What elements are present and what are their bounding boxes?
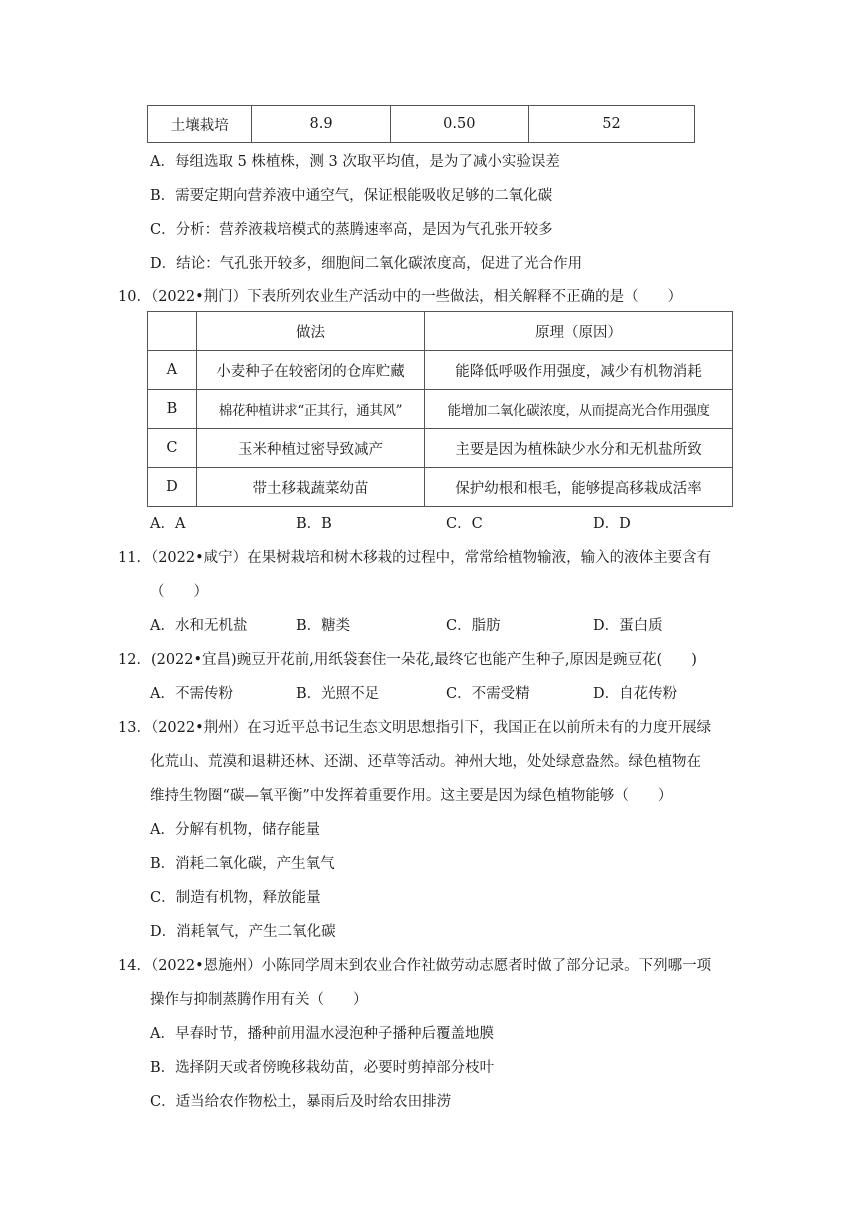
q10-table xyxy=(147,311,733,507)
q10-option-b: B．B xyxy=(296,516,332,532)
table-cell: 52 xyxy=(528,106,694,143)
q10-option-d: D．D xyxy=(593,516,631,532)
q10-option-a: A．A xyxy=(150,516,186,532)
table-cell: C xyxy=(148,429,197,468)
table-cell: 玉米种植过密导致减产 xyxy=(196,429,424,468)
table-cell: 带土移栽蔬菜幼苗 xyxy=(196,468,424,507)
q10-option-c: C．C xyxy=(446,516,483,532)
q13-option-a: A．分解有机物，储存能量 xyxy=(150,822,320,838)
q10-stem: 10．（2022•荆门）下表所列农业生产活动中的一些做法，相关解释不正确的是（ ） xyxy=(118,289,683,305)
table-cell: 保护幼根和根毛，能够提高移栽成活率 xyxy=(425,468,733,507)
q13-option-b: B．消耗二氧化碳，产生氧气 xyxy=(150,856,335,872)
table-cell: 8.9 xyxy=(252,106,390,143)
q9-option-d: D．结论：气孔张开较多，细胞间二氧化碳浓度高，促进了光合作用 xyxy=(150,256,583,272)
table-cell: 能降低呼吸作用强度，减少有机物消耗 xyxy=(425,351,733,390)
table-cell: B xyxy=(148,390,197,429)
q11-stem-line1: 11．（2022•咸宁）在果树栽培和树木移栽的过程中，常常给植物输液，输入的液体主要含有 xyxy=(118,550,712,566)
q12-option-d: D．自花传粉 xyxy=(593,686,678,702)
q14-option-c: C．适当给农作物松土，暴雨后及时给农田排涝 xyxy=(150,1094,452,1110)
table-cell: A xyxy=(148,351,197,390)
table-header-cell xyxy=(148,312,197,351)
table-cell: 棉花种植讲求“正其行，通其风” xyxy=(196,390,424,429)
table-row xyxy=(148,468,733,507)
q11-option-a: A．水和无机盐 xyxy=(150,618,248,634)
table-row xyxy=(148,106,695,143)
q13-option-d: D．消耗氧气，产生二氧化碳 xyxy=(150,924,336,940)
q14-stem-line2: 操作与抑制蒸腾作用有关（ ） xyxy=(150,992,368,1008)
q13-option-c: C．制造有机物，释放能量 xyxy=(150,890,321,906)
q11-option-c: C．脂肪 xyxy=(446,618,501,634)
table-cell: 主要是因为植株缺少水分和无机盐所致 xyxy=(425,429,733,468)
table-cell: D xyxy=(148,468,197,507)
q11-option-d: D．蛋白质 xyxy=(593,618,663,634)
table-header-cell: 做法 xyxy=(196,312,424,351)
q11-stem-line2: （ ） xyxy=(150,584,208,600)
table-row xyxy=(148,429,733,468)
table-header-cell: 原理（原因） xyxy=(425,312,733,351)
q11-option-b: B．糖类 xyxy=(296,618,351,634)
table-row xyxy=(148,390,733,429)
top-table xyxy=(147,105,695,143)
q12-option-c: C．不需受精 xyxy=(446,686,530,702)
q14-option-a: A．早春时节，播种前用温水浸泡种子播种后覆盖地膜 xyxy=(150,1026,494,1042)
q9-option-b: B．需要定期向营养液中通空气，保证根能吸收足够的二氧化碳 xyxy=(150,188,553,204)
q13-stem-line3: 维持生物圈“碳—氧平衡”中发挥着重要作用。这主要是因为绿色植物能够（ ） xyxy=(150,788,673,804)
q14-stem-line1: 14．（2022•恩施州）小陈同学周末到农业合作社做劳动志愿者时做了部分记录。下列哪一项 xyxy=(118,958,712,974)
q14-option-b: B．选择阴天或者傍晚移栽幼苗，必要时剪掉部分枝叶 xyxy=(150,1060,495,1076)
table-cell: 能增加二氧化碳浓度，从而提高光合作用强度 xyxy=(425,390,733,429)
q9-option-a: A．每组选取 5 株植株，测 3 次取平均值，是为了减小实验误差 xyxy=(150,154,560,170)
table-header-row xyxy=(148,312,733,351)
q13-stem-line1: 13．（2022•荆州）在习近平总书记生态文明思想指引下，我国正在以前所未有的力度开展绿 xyxy=(118,720,712,736)
q12-option-a: A．不需传粉 xyxy=(150,686,233,702)
table-cell: 小麦种子在较密闭的仓库贮藏 xyxy=(196,351,424,390)
q9-option-c: C．分析：营养液栽培模式的蒸腾速率高，是因为气孔张开较多 xyxy=(150,222,553,238)
table-row xyxy=(148,351,733,390)
table-cell: 0.50 xyxy=(390,106,528,143)
q12-option-b: B．光照不足 xyxy=(296,686,380,702)
table-cell: 土壤栽培 xyxy=(148,106,252,143)
q13-stem-line2: 化荒山、荒漠和退耕还林、还湖、还草等活动。神州大地，处处绿意盎然。绿色植物在 xyxy=(150,754,701,770)
q12-stem: 12．(2022•宜昌)豌豆开花前,用纸袋套住一朵花,最终它也能产生种子,原因是豌豆花( ) xyxy=(118,652,697,668)
